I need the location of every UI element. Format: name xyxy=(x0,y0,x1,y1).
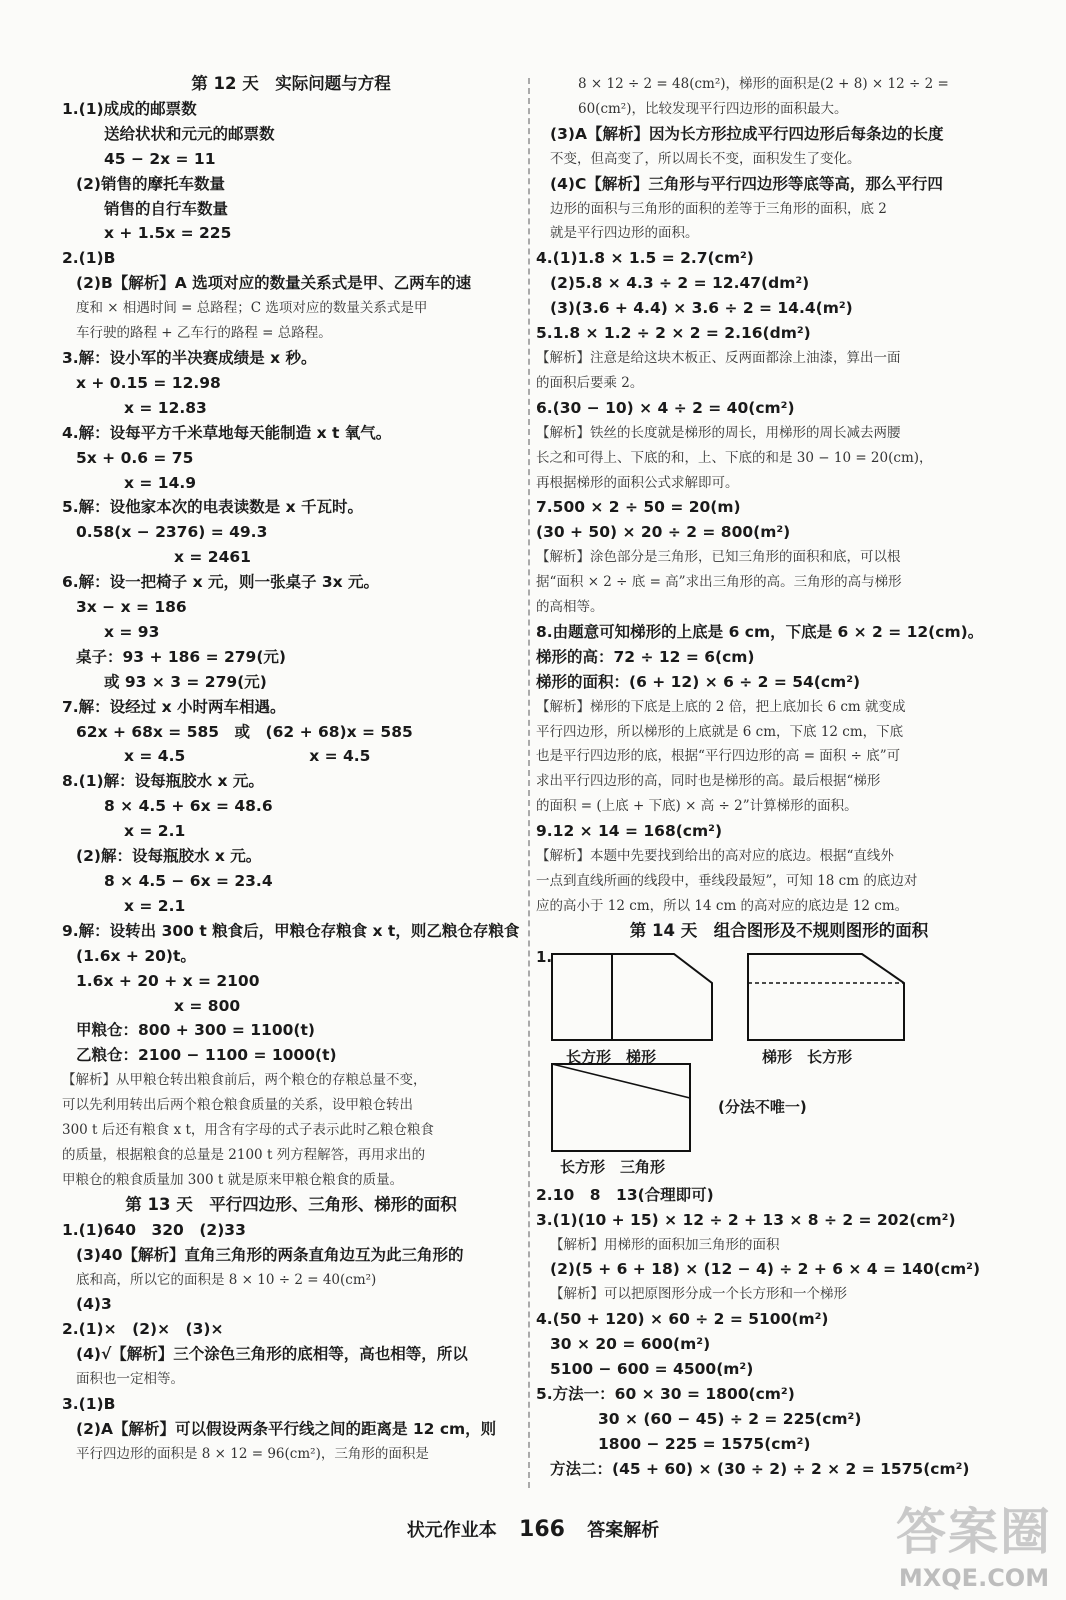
answer-line: 4.(50 + 120) × 60 ÷ 2 = 5100(m²) xyxy=(536,1310,829,1329)
answer-line: 求出平行四边形的高，同时也是梯形的高。最后根据“梯形 xyxy=(536,773,881,790)
answer-line: 4.解：设每平方千米草地每天能制造 x t 氧气。 xyxy=(62,423,392,442)
left-column xyxy=(62,72,520,1467)
answer-line: 9.12 × 14 = 168(cm²) xyxy=(536,822,723,841)
answer-line: 或 93 × 3 = 279(元) xyxy=(104,672,267,691)
answer-line: (4)C【解析】三角形与平行四边形等底等高，那么平行四 xyxy=(550,174,943,193)
answer-line: 【解析】可以把原图形分成一个长方形和一个梯形 xyxy=(550,1286,847,1303)
answer-line: x + 0.15 = 12.98 xyxy=(76,373,221,392)
answer-line: 2.(1)× (2)× (3)× xyxy=(62,1320,224,1339)
book-title: 状元作业本 xyxy=(406,1520,497,1541)
answer-line: (2)(5 + 6 + 18) × (12 − 4) ÷ 2 + 6 × 4 = 140(cm²) xyxy=(550,1260,981,1279)
answer-line: x = 800 xyxy=(174,996,241,1015)
answer-line: 面积也一定相等。 xyxy=(76,1371,184,1388)
answer-line: 梯形的面积：(6 + 12) × 6 ÷ 2 = 54(cm²) xyxy=(536,672,861,691)
answer-line: 度和 × 相遇时间 = 总路程；C 选项对应的数量关系式是甲 xyxy=(76,300,428,317)
answer-line: x + 1.5x = 225 xyxy=(104,224,232,243)
answer-line: 的面积后要乘 2。 xyxy=(536,374,644,391)
fig1-outline xyxy=(552,954,712,1040)
answer-line: 4.(1)1.8 × 1.5 = 2.7(cm²) xyxy=(536,249,754,268)
answer-line: 的质量，根据粮食的总量是 2100 t 列方程解答，再用求出的 xyxy=(62,1146,426,1163)
answer-line: (3)40【解析】直角三角形的两条直角边互为此三角形的 xyxy=(76,1245,464,1264)
answer-line: 3.(1)B xyxy=(62,1395,116,1414)
answer-line: 甲粮仓：800 + 300 = 1100(t) xyxy=(76,1021,315,1040)
answer-line: 第 13 天 平行四边形、三角形、梯形的面积 xyxy=(125,1194,457,1214)
answer-line: 3.解：设小军的半决赛成绩是 x 秒。 xyxy=(62,348,317,367)
answer-line: x = 4.5 x = 4.5 xyxy=(124,747,371,766)
answer-line: 也是平行四边形的底，根据“平行四边形的高 = 面积 ÷ 底”可 xyxy=(536,748,901,765)
answer-line: x = 12.83 xyxy=(124,398,207,417)
answer-line: (1.6x + 20)t。 xyxy=(76,946,196,965)
answer-line: 3.(1)(10 + 15) × 12 ÷ 2 + 13 × 8 ÷ 2 = 202(cm²) xyxy=(536,1210,956,1229)
answer-line: 【解析】涂色部分是三角形，已知三角形的面积和底，可以根 xyxy=(536,549,901,566)
answer-line: 第 14 天 组合图形及不规则图形的面积 xyxy=(629,920,929,940)
answer-line: 8.(1)解：设每瓶胶水 x 元。 xyxy=(62,772,264,791)
answer-line: 【解析】本题中先要找到给出的高对应的底边。根据“直线外 xyxy=(536,848,894,865)
answer-line: 据“面积 × 2 ÷ 底 = 高”求出三角形的高。三角形的高与梯形 xyxy=(536,574,902,591)
fig3-diagonal xyxy=(552,1064,690,1098)
answer-line: 底和高，所以它的面积是 8 × 10 ÷ 2 = 40(cm²) xyxy=(76,1271,377,1288)
answer-line: 30 × (60 − 45) ÷ 2 = 225(cm²) xyxy=(598,1409,862,1428)
answer-line: 2.10 8 13(合理即可) xyxy=(536,1185,714,1204)
answer-line: 【解析】从甲粮仓转出粮食前后，两个粮仓的存粮总量不变， xyxy=(62,1072,427,1089)
watermark-logo: 答案圈 MXQE.COM xyxy=(896,1503,1052,1592)
answer-line: (2)A【解析】可以假设两条平行线之间的距离是 12 cm，则 xyxy=(76,1419,497,1438)
answer-line: 6.(30 − 10) × 4 ÷ 2 = 40(cm²) xyxy=(536,398,795,417)
column-divider xyxy=(528,78,530,1488)
right-column-top xyxy=(536,72,1022,944)
answer-line: 2.(1)B xyxy=(62,249,116,268)
answer-line: 就是平行四边形的面积。 xyxy=(550,225,699,242)
answer-line: 方法二：(45 + 60) × (30 ÷ 2) ÷ 2 × 2 = 1575(cm²) xyxy=(550,1459,970,1478)
split-note: (分法不唯一) xyxy=(718,1097,807,1116)
answer-line: 8 × 12 ÷ 2 = 48(cm²)，梯形的面积是(2 + 8) × 12 ÷ 2 = xyxy=(578,76,949,92)
answer-line: 300 t 后还有粮食 x t，用含有字母的式子表示此时乙粮仓粮食 xyxy=(62,1122,434,1139)
right-column-bottom xyxy=(536,1183,1022,1482)
answer-line: 平行四边形的面积是 8 × 12 = 96(cm²)，三角形的面积是 xyxy=(76,1445,429,1462)
answer-line: 5.1.8 × 1.2 ÷ 2 × 2 = 2.16(dm²) xyxy=(536,324,811,343)
answer-line: 45 − 2x = 11 xyxy=(104,149,216,168)
answer-line: (30 + 50) × 20 ÷ 2 = 800(m²) xyxy=(536,523,791,542)
answer-line: 0.58(x − 2376) = 49.3 xyxy=(76,523,268,542)
answer-line: (2)5.8 × 4.3 ÷ 2 = 12.47(dm²) xyxy=(550,274,810,293)
page-number: 166 xyxy=(519,1517,565,1542)
answer-line: 梯形的高：72 ÷ 12 = 6(cm) xyxy=(536,647,755,666)
answer-line: 5.解：设他家本次的电表读数是 x 千瓦时。 xyxy=(62,498,363,517)
answer-line: x = 2461 xyxy=(174,548,251,567)
answer-line: 8.由题意可知梯形的上底是 6 cm，下底是 6 × 2 = 12(cm)。 xyxy=(536,622,984,641)
answer-line: 【解析】铁丝的长度就是梯形的周长，用梯形的周长减去两腰 xyxy=(536,424,901,441)
answer-line: (2)解：设每瓶胶水 x 元。 xyxy=(76,847,262,866)
answer-line: (4)3 xyxy=(76,1295,112,1314)
answer-line: 62x + 68x = 585 或 (62 + 68)x = 585 xyxy=(76,722,413,741)
answer-line: 1.(1)640 320 (2)33 xyxy=(62,1220,246,1239)
fig2-label: 梯形 长方形 xyxy=(762,1047,853,1066)
answer-line: 8 × 4.5 − 6x = 23.4 xyxy=(104,872,273,890)
answer-line: 一点到直线所画的线段中，垂线段最短”，可知 18 cm 的底边对 xyxy=(536,873,918,889)
answer-line: 的面积 = (上底 + 下底) × 高 ÷ 2”计算梯形的面积。 xyxy=(536,798,858,815)
answer-line: 再根据梯形的面积公式求解即可。 xyxy=(536,474,739,491)
answer-line: 8 × 4.5 + 6x = 48.6 xyxy=(104,797,273,816)
answer-line: 第 12 天 实际问题与方程 xyxy=(191,74,391,93)
answer-line: x = 93 xyxy=(104,622,160,641)
figures-day14-q1 xyxy=(536,946,1022,1176)
answer-line: 5x + 0.6 = 75 xyxy=(76,448,194,467)
answer-line: 乙粮仓：2100 − 1100 = 1000(t) xyxy=(76,1046,337,1065)
fig2-outline xyxy=(748,954,904,1040)
answer-line: 5100 − 600 = 4500(m²) xyxy=(550,1360,754,1379)
answer-line: 【解析】注意是给这块木板正、反两面都涂上油漆，算出一面 xyxy=(536,349,901,366)
answer-line: 应的高小于 12 cm，所以 14 cm 的高对应的底边是 12 cm。 xyxy=(536,897,909,914)
fig1-label: 长方形 梯形 xyxy=(566,1047,657,1066)
answer-line: (2)销售的摩托车数量 xyxy=(76,174,225,193)
answer-line: 边形的面积与三角形的面积的差等于三角形的面积，底 2 xyxy=(550,200,887,217)
section-title: 答案解析 xyxy=(587,1520,660,1541)
answer-line: (2)B【解析】A 选项对应的数量关系式是甲、乙两车的速 xyxy=(76,274,472,293)
answer-line: 的高相等。 xyxy=(536,599,604,616)
answer-line: (3)A【解析】因为长方形拉成平行四边形后每条边的长度 xyxy=(550,124,944,143)
answer-line: 9.解：设转出 300 t 粮食后，甲粮仓存粮食 x t，则乙粮仓存粮食 xyxy=(62,921,520,940)
answer-line: 甲粮仓的粮食质量加 300 t 就是原来甲粮仓粮食的质量。 xyxy=(62,1171,404,1188)
answer-line: 可以先利用转出后两个粮仓粮食质量的关系，设甲粮仓转出 xyxy=(62,1097,413,1114)
answer-line: 销售的自行车数量 xyxy=(104,199,229,218)
answer-line: 5.方法一：60 × 30 = 1800(cm²) xyxy=(536,1384,795,1403)
answer-line: 桌子：93 + 186 = 279(元) xyxy=(76,647,287,666)
answer-line: 送给状状和元元的邮票数 xyxy=(104,124,275,143)
answer-line: 30 × 20 = 600(m²) xyxy=(550,1335,711,1354)
answer-line: (3)(3.6 + 4.4) × 3.6 ÷ 2 = 14.4(m²) xyxy=(550,299,853,318)
answer-line: 不变，但高变了，所以周长不变，面积发生了变化。 xyxy=(550,150,861,167)
answer-line: x = 2.1 xyxy=(124,896,186,915)
answer-line: 7.500 × 2 ÷ 50 = 20(m) xyxy=(536,498,741,517)
answer-line: x = 14.9 xyxy=(124,473,197,492)
answer-line: 车行驶的路程 + 乙车行的路程 = 总路程。 xyxy=(76,325,332,342)
answer-line: 1.(1)成成的邮票数 xyxy=(62,99,197,118)
answer-line: 1800 − 225 = 1575(cm²) xyxy=(598,1434,811,1453)
answer-line: 60(cm²)，比较发现平行四边形的面积最大。 xyxy=(578,100,848,117)
answer-line: 3x − x = 186 xyxy=(76,598,187,617)
answer-line: x = 2.1 xyxy=(124,822,186,841)
answer-line: 长之和可得上、下底的和，上、下底的和是 30 − 10 = 20(cm)， xyxy=(536,449,933,466)
answer-line: 7.解：设经过 x 小时两车相遇。 xyxy=(62,697,286,716)
answer-line: 1.6x + 20 + x = 2100 xyxy=(76,971,260,990)
fig3-label: 长方形 三角形 xyxy=(560,1157,666,1176)
answer-line: 【解析】用梯形的面积加三角形的面积 xyxy=(550,1236,780,1253)
answer-line: (4)√【解析】三个涂色三角形的底相等，高也相等，所以 xyxy=(76,1345,468,1364)
q1-label: 1. xyxy=(536,947,553,966)
right-column xyxy=(536,72,1022,1482)
answer-line: 【解析】梯形的下底是上底的 2 倍，把上底加长 6 cm 就变成 xyxy=(536,698,906,715)
answer-line: 6.解：设一把椅子 x 元，则一张桌子 3x 元。 xyxy=(62,573,380,592)
answer-line: 平行四边形，所以梯形的上底就是 6 cm，下底 12 cm，下底 xyxy=(536,723,904,740)
fig3-outline xyxy=(552,1064,690,1151)
